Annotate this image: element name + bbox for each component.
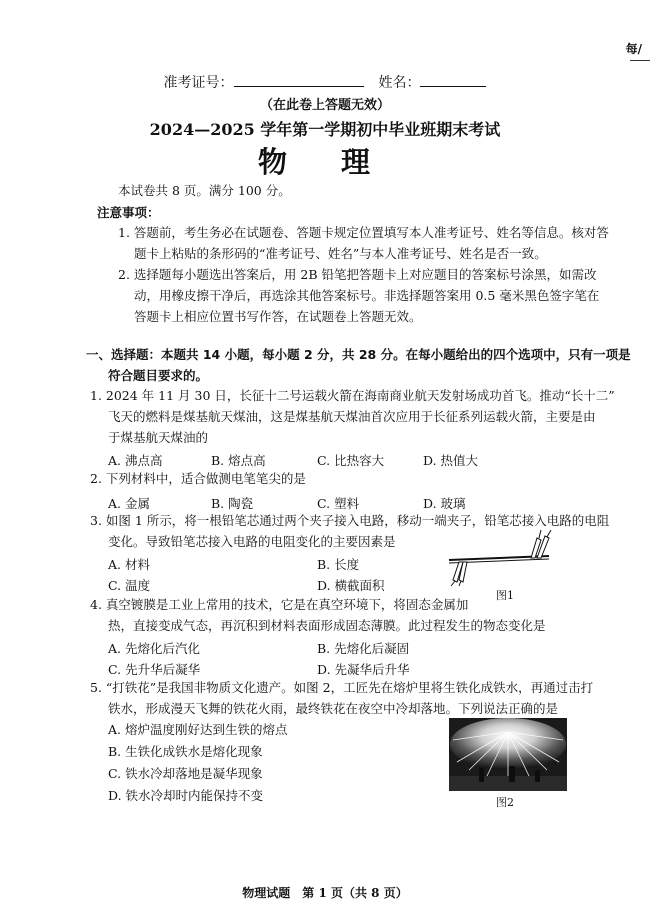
candidate-info-line [0,72,650,92]
figure-1-label: 图1 [496,589,514,602]
q2-stem: 2. 下列材料中，适合做测电笔笔尖的是 [90,471,306,486]
q5-option-a: A. 熔炉温度刚好达到生铁的熔点 [108,722,288,737]
note-item-2-line-2: 动，用橡皮擦干净后，再选涂其他答案标号。非选择题答案用 0.5 毫米黑色签字笔在 [134,288,600,303]
q1-stem-line-2: 飞天的燃料是煤基航天煤油，这是煤基航天煤油首次应用于长征系列运载火箭，主要是由 [108,409,596,424]
q3-option-a: A. 材料 [108,557,150,572]
q1-option-b: B. 熔点高 [211,453,266,468]
q1-option-c: C. 比热容大 [317,453,385,468]
figure-1-pencil-lead-diagram [445,528,555,588]
invalid-note: （在此卷上答题无效） [259,98,390,113]
q2-option-d: D. 玻璃 [423,496,466,511]
corner-page-mark: 每/ [625,42,642,56]
q5-stem-line-1: 5. “打铁花”是我国非物质文化遗产。如图 2，工匠先在熔炉里将生铁化成铁水，再通过击打 [90,680,594,695]
q3-option-d: D. 横截面积 [317,578,385,593]
note-item-1-line-1: 1. 答题前，考生务必在试题卷、答题卡规定位置填写本人准考证号、姓名等信息。核对答 [118,225,609,240]
note-item-2-line-1: 2. 选择题每小题选出答案后，用 2B 铅笔把答题卡上对应题目的答案标号涂黑，如需改 [118,267,597,282]
exam-title: 2024—2025 学年第一学期初中毕业班期末考试 [149,120,501,139]
q4-option-b: B. 先熔化后凝固 [317,641,410,656]
exam-id-blank [234,73,364,87]
q2-option-b: B. 陶瓷 [211,496,254,511]
q3-stem-line-1: 3. 如图 1 所示，将一根铅笔芯通过两个夹子接入电路，移动一端夹子，铅笔芯接入电路的电阻 [90,513,610,528]
q1-option-d: D. 热值大 [423,453,479,468]
section-heading-line-2: 符合题目要求的。 [108,368,209,383]
q4-option-a: A. 先熔化后汽化 [108,641,200,656]
q3-stem-line-2: 变化。导致铅笔芯接入电路的电阻变化的主要因素是 [108,534,396,549]
q1-option-a: A. 沸点高 [108,453,163,468]
q4-stem-line-1: 4. 真空镀膜是工业上常用的技术，它是在真空环境下，将固态金属加 [90,597,469,612]
q5-stem-line-2: 铁水，形成漫天飞舞的铁花火雨，最终铁花在夜空中冷却落地。下列说法正确的是 [108,701,559,716]
intro-text: 本试卷共 8 页。满分 100 分。 [118,183,291,198]
q1-stem-line-1: 1. 2024 年 11 月 30 日，长征十二号运载火箭在海南商业航天发射场成功首飞。推动“长十二” [90,388,615,403]
subject-title: 物 理 [257,145,393,179]
q5-option-b: B. 生铁化成铁水是熔化现象 [108,744,263,759]
name-label: 姓名： [378,75,421,91]
q3-option-c: C. 温度 [108,578,151,593]
figure-2-label: 图2 [496,796,514,809]
q1-stem-line-3: 于煤基航天煤油的 [108,430,209,445]
figure-2-iron-flower-photo [449,718,567,791]
note-item-2-line-3: 答题卡上相应位置书写作答，在试题卷上答题无效。 [134,309,422,324]
name-blank [420,73,486,87]
page-footer: 物理试题 第 1 页（共 8 页） [242,886,408,900]
q4-option-c: C. 先升华后凝华 [108,662,201,677]
note-item-1-line-2: 题卡上粘贴的条形码的“准考证号、姓名”与本人准考证号、姓名是否一致。 [134,246,547,261]
q3-option-b: B. 长度 [317,557,360,572]
q2-option-c: C. 塑料 [317,496,360,511]
q4-stem-line-2: 热，直接变成气态，再沉积到材料表面形成固态薄膜。此过程发生的物态变化是 [108,618,546,633]
q5-option-d: D. 铁水冷却时内能保持不变 [108,788,264,803]
q4-option-d: D. 先凝华后升华 [317,662,410,677]
notes-heading: 注意事项： [97,205,160,220]
section-heading-line-1: 一、选择题：本题共 14 小题，每小题 2 分，共 28 分。在每小题给出的四个选项中，只有一项是 [86,347,631,362]
exam-id-label: 准考证号： [163,75,234,91]
q5-option-c: C. 铁水冷却落地是凝华现象 [108,766,263,781]
corner-divider [630,60,650,61]
q2-option-a: A. 金属 [108,496,150,511]
